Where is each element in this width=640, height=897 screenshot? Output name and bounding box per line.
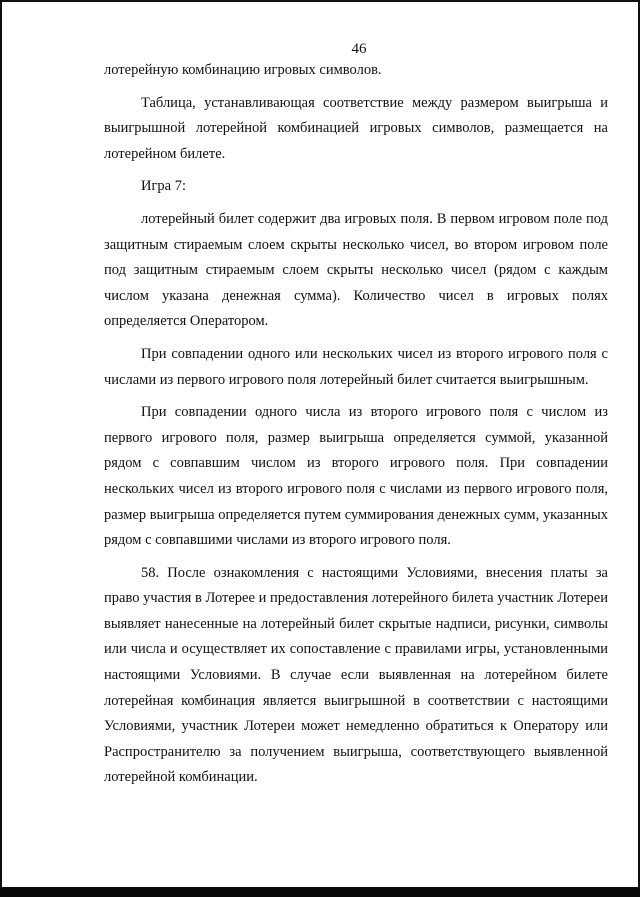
paragraph-table-note: Таблица, устанавливающая соответствие между размером выигрыша и выигрышной лотерейной комбинацией игровых символов, размещается на лотерейном билете. <box>104 94 608 162</box>
document-body <box>104 58 608 791</box>
page-number: 46 <box>351 41 367 57</box>
scan-border-bottom <box>0 887 640 897</box>
game-heading: Игра 7: <box>141 178 187 195</box>
scan-border-left <box>0 0 2 897</box>
paragraph-continuation: лотерейную комбинацию игровых символов. <box>104 62 382 78</box>
paragraph-winning-condition: При совпадении одного или нескольких чисел из второго игрового поля с числами из первого игрового поля лотерейный билет считается выигрышным. <box>104 345 608 388</box>
paragraph-clause-58: 58. После ознакомления с настоящими Условиями, внесения платы за право участия в Лотерее и предоставления лотерейного билета участник Лотереи выявляет нанесенные на лотерейный билет скрытые надписи, рисунки, символы или числа и осуществляет их сопоставление с правилами игры, установленными настоящими Условиями. В случае если выявленная на лотерейном билете лотерейная комбинация является выигрышной в соответствии с настоящими Условиями, участник Лотереи может немедленно обратиться к Оператору или Распространителю за получением выигрыша, соответствующего выявленной лотерейной комбинации. <box>104 564 608 786</box>
scan-border-top <box>0 0 640 2</box>
paragraph-prize-calculation: При совпадении одного числа из второго игрового поля с числом из первого игрового поля, размер выигрыша определяется суммой, указанной рядом с совпавшим числом из второго игрового поля. При совпадении нескольких чисел из второго игрового поля с числами из первого игрового поля, размер выигрыша определяется путем суммирования денежных сумм, указанных рядом с совпавшими числами из второго игрового поля. <box>104 404 609 549</box>
paragraph-game-description: лотерейный билет содержит два игровых поля. В первом игровом поле под защитным стираемым слоем скрыты несколько чисел, во втором игровом поле под защитным стираемым слоем скрыты несколько чисел (рядом с каждым числом указана денежная сумма). Количество чисел в игровых полях определяется Оператором. <box>104 210 608 330</box>
